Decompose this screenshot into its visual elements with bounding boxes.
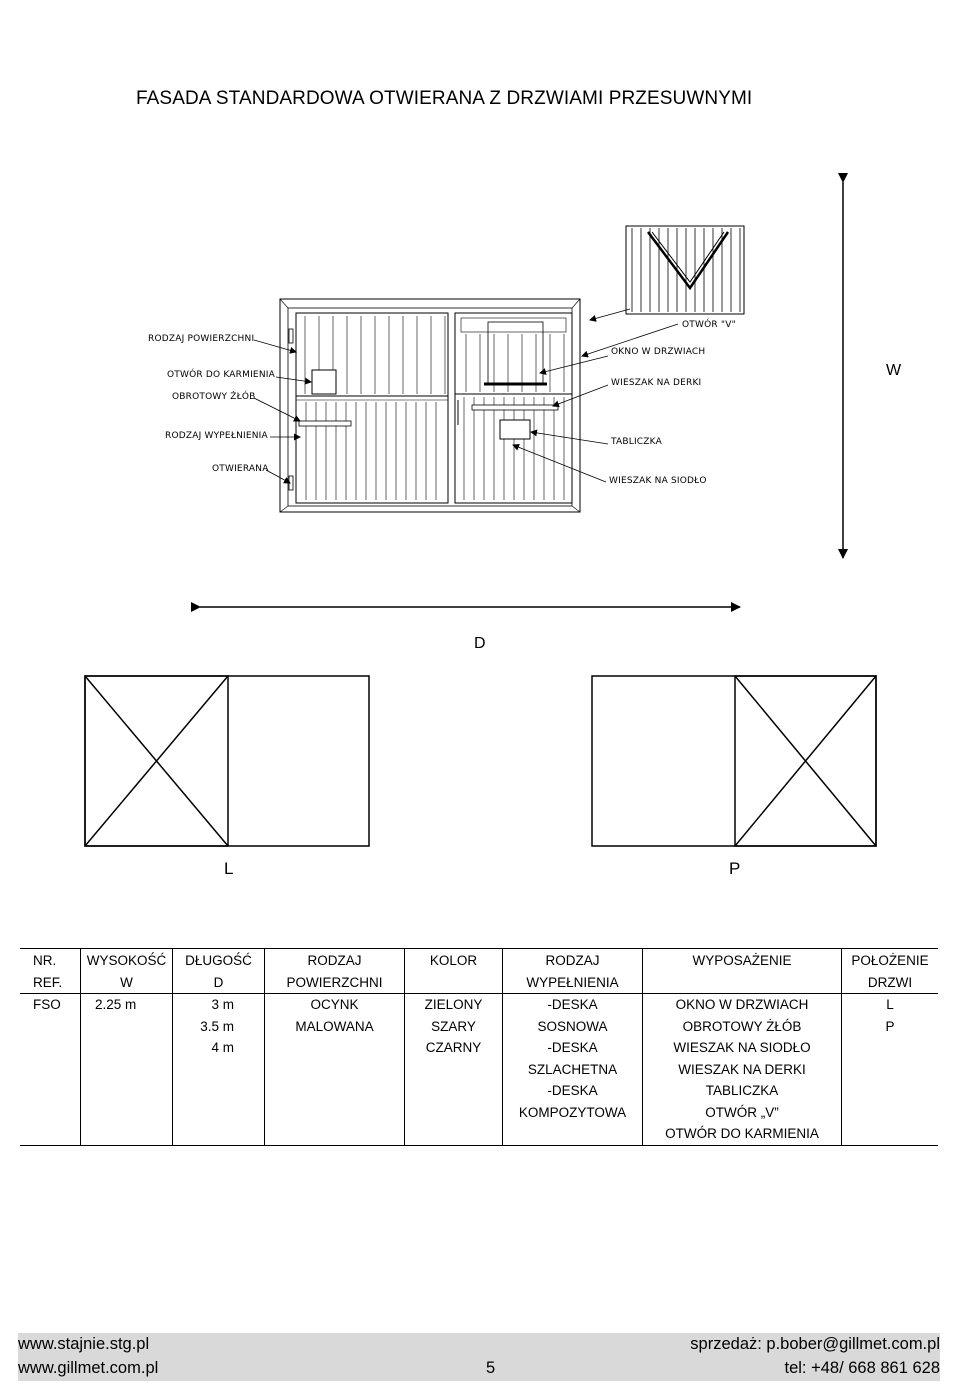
page-title: FASADA STANDARDOWA OTWIERANA Z DRZWIAMI PRZESUWNYMI — [136, 88, 753, 109]
door-box-left — [85, 676, 369, 846]
header-ref: NR. REF. — [20, 949, 81, 994]
header-equipment: WYPOSAŻENIE — [643, 949, 842, 994]
callout-opening: OTWIERANA — [212, 464, 269, 474]
height-label: W — [886, 362, 902, 379]
sales-email[interactable]: sprzedaż: p.bober@gillmet.com.pl — [690, 1335, 940, 1353]
header-color: KOLOR — [405, 949, 503, 994]
v-opening-detail — [626, 226, 744, 314]
callout-saddle-rack: WIESZAK NA SIODŁO — [609, 476, 707, 486]
page-footer — [18, 1333, 940, 1381]
door-right-label: P — [729, 859, 741, 878]
cell-equipment: OKNO W DRZWIACH OBROTOWY ŻŁÓB WIESZAK NA SIODŁO WIESZAK NA DERKI TABLICZKA OTWÓR „V” OTWÓR DO KARMIENIA — [643, 994, 842, 1146]
facade-front-view — [280, 299, 580, 512]
width-label: D — [474, 635, 486, 652]
spec-table — [20, 948, 938, 1146]
cell-height: 2.25 m — [81, 994, 173, 1146]
header-door-position: POŁOŻENIE DRZWI — [842, 949, 939, 994]
callout-filling-type: RODZAJ WYPEŁNIENIA — [165, 431, 268, 441]
header-length: DŁUGOŚĆ D — [173, 949, 265, 994]
cell-filling: -DESKA SOSNOWA -DESKA SZLACHETNA -DESKA KOMPOZYTOWA — [503, 994, 643, 1146]
phone-number: tel: +48/ 668 861 628 — [784, 1359, 940, 1377]
callout-v-opening: OTWÓR "V" — [682, 320, 736, 330]
callout-surface-type: RODZAJ POWIERZCHNI — [148, 334, 255, 344]
header-surface: RODZAJ POWIERZCHNI — [265, 949, 405, 994]
website-link-stajnie[interactable]: www.stajnie.stg.pl — [18, 1335, 150, 1353]
table-header-row — [20, 949, 938, 994]
callout-door-window: OKNO W DRZWIACH — [611, 347, 706, 357]
table-row — [20, 994, 938, 1146]
cell-length: 3 m 3.5 m 4 m — [173, 994, 265, 1146]
header-height: WYSOKOŚĆ W — [81, 949, 173, 994]
callout-rotating-trough: OBROTOWY ŻŁÓB — [172, 392, 256, 402]
door-left-label: L — [224, 859, 234, 878]
website-link-gillmet[interactable]: www.gillmet.com.pl — [18, 1359, 159, 1377]
cell-color: ZIELONY SZARY CZARNY — [405, 994, 503, 1146]
callout-nameplate: TABLICZKA — [611, 437, 662, 447]
callout-feeding-opening: OTWÓR DO KARMIENIA — [167, 370, 275, 380]
cell-door-position: L P — [842, 994, 939, 1146]
page-number: 5 — [486, 1359, 496, 1377]
cell-surface: OCYNK MALOWANA — [265, 994, 405, 1146]
header-filling: RODZAJ WYPEŁNIENIA — [503, 949, 643, 994]
callout-blanket-rack: WIESZAK NA DERKI — [611, 378, 702, 388]
cell-ref: FSO — [20, 994, 81, 1146]
door-box-right — [592, 676, 876, 846]
